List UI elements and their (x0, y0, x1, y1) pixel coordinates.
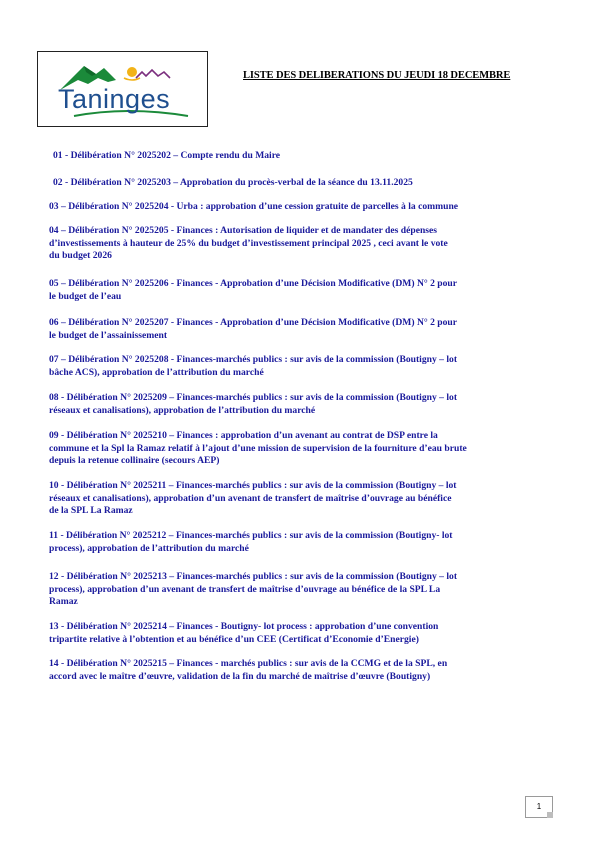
deliberation-item (49, 480, 526, 518)
deliberation-line: 02 - Délibération N° 2025203 – Approbation du procès-verbal de la séance du 13.11.2025 (53, 177, 413, 188)
deliberation-line: 08 - Délibération N° 2025209 – Finances-marchés publics : sur avis de la commission (Boutigny – lot (49, 392, 458, 403)
page-number-text: 1 (536, 802, 542, 811)
deliberation-item (49, 225, 526, 263)
deliberation-item (49, 621, 526, 646)
deliberation-line: accord avec le maître d’œuvre, validation de la fin du marché de maîtrise d’œuvre (Boutigny) (49, 670, 431, 682)
deliberation-line: 12 - Délibération N° 2025213 – Finances-marchés publics : sur avis de la commission (Boutigny – lot (49, 571, 458, 582)
deliberation-line: de la SPL La Ramaz (49, 505, 133, 517)
deliberation-line: Ramaz (49, 596, 78, 608)
deliberation-line: 11 - Délibération N° 2025212 – Finances-marchés publics : sur avis de la commission (Boutigny- lot (49, 530, 453, 541)
deliberation-item (49, 530, 526, 555)
page-number (525, 796, 553, 818)
deliberation-line: 13 - Délibération N° 2025214 – Finances - Boutigny- lot process : approbation d’une convention (49, 621, 439, 632)
deliberation-line: commune et la Spl la Ramaz relatif à l’ajout d’une mission de supervision de la fourniture d’eau brute (49, 442, 467, 454)
deliberation-line: réseaux et canalisations), approbation de l’attribution du marché (49, 404, 316, 416)
page-corner-fold (547, 812, 553, 818)
deliberation-line: 05 – Délibération N° 2025206 - Finances - Approbation d’une Décision Modificative (DM) N° 2 pour (49, 278, 458, 289)
deliberation-item (49, 354, 526, 379)
deliberation-line: le budget de l’eau (49, 290, 122, 302)
deliberation-line: process), approbation d’un avenant de transfert de maîtrise d’ouvrage au bénéfice de la SPL La (49, 583, 441, 595)
deliberation-item (49, 278, 526, 303)
deliberation-line: 09 - Délibération N° 2025210 – Finances : approbation d’un avenant au contrat de DSP entre la (49, 430, 438, 441)
deliberation-line: 01 - Délibération N° 2025202 – Compte rendu du Maire (53, 150, 281, 161)
deliberation-line: bâche ACS), approbation de l’attribution du marché (49, 366, 264, 378)
deliberation-line: d’investissements à hauteur de 25% du budget d’investissement principal 2025 , ceci avant le vote (49, 237, 448, 249)
deliberation-line: depuis la retenue collinaire (secours AEP) (49, 455, 220, 467)
logo-text: Taninges (58, 84, 171, 114)
deliberation-line: 10 - Délibération N° 2025211 – Finances-marchés publics : sur avis de la commission (Boutigny – lot (49, 480, 457, 491)
deliberation-line: tripartite relative à l’obtention et au bénéfice d’un CEE (Certificat d’Economie d’Energie) (49, 633, 419, 645)
deliberation-line: le budget de l’assainissement (49, 329, 168, 341)
taninges-logo (37, 51, 208, 127)
deliberation-line: réseaux et canalisations), approbation d’un avenant de transfert de maîtrise d’ouvrage au bénéfice (49, 492, 452, 504)
deliberation-line: du budget 2026 (49, 250, 112, 262)
deliberation-line: 14 - Délibération N° 2025215 – Finances - marchés publics : sur avis de la CCMG et de la SPL, en (49, 658, 448, 669)
deliberation-line: process), approbation de l’attribution du marché (49, 542, 249, 554)
document-title: LISTE DES DELIBERATIONS DU JEUDI 18 DECEMBRE (243, 70, 511, 81)
deliberation-item (49, 430, 526, 468)
deliberation-line: 06 – Délibération N° 2025207 - Finances - Approbation d’une Décision Modificative (DM) N° 2 pour (49, 317, 458, 328)
deliberation-item (49, 658, 526, 683)
deliberation-item (49, 571, 526, 609)
deliberation-item (49, 201, 526, 214)
deliberation-item (49, 317, 526, 342)
deliberation-item (49, 392, 526, 417)
deliberation-line: 07 – Délibération N° 2025208 - Finances-marchés publics : sur avis de la commission (Boutigny – lot (49, 354, 458, 365)
deliberation-item (53, 177, 530, 190)
deliberation-line: 03 – Délibération N° 2025204 - Urba : approbation d’une cession gratuite de parcelles à la commune (49, 201, 459, 212)
deliberation-item (53, 150, 530, 163)
deliberation-line: 04 – Délibération N° 2025205 - Finances : Autorisation de liquider et de mandater des dépenses (49, 225, 438, 236)
